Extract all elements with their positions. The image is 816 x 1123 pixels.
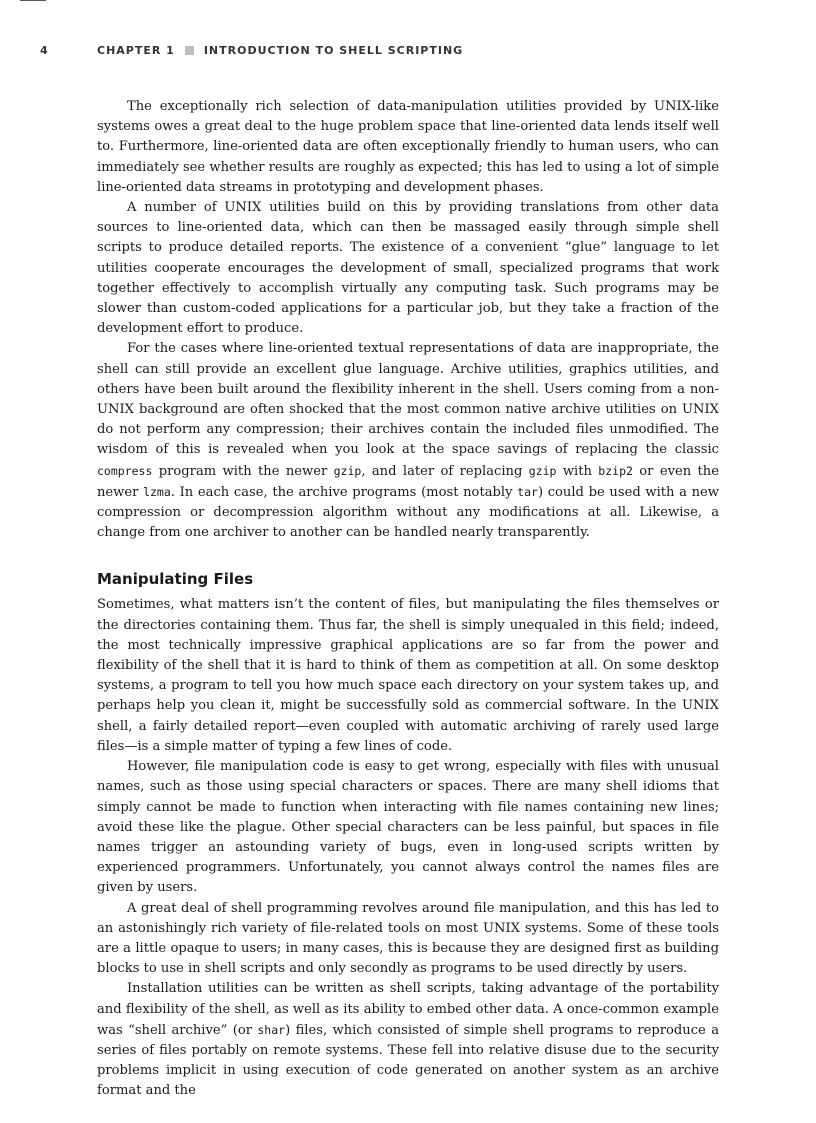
text-run: . In each case, the archive programs (most notably <box>170 484 518 500</box>
text-run: with <box>556 463 599 479</box>
text-run: program with the newer <box>152 463 334 479</box>
text-run: , and later of replacing <box>361 463 529 479</box>
inline-code: tar <box>517 484 538 499</box>
inline-code: bzip2 <box>598 463 633 478</box>
paragraph: Sometimes, what matters isn’t the content of files, but manipulating the files themselves or the directories containing them. Thus far, the shell is simply unequaled in this field; indeed, the most technically impressive graphical applications are so far from the power and flexibility of the shell that it is hard to think of them as competition at all. On some desktop systems, a program to tell you how much space each directory on your system takes up, and perhaps help you clean it, might be successfully sold as commercial software. In the UNIX shell, a fairly detailed report—even coupled with automatic archiving of rarely used large files—is a simple matter of typing a few lines of code. <box>97 597 719 754</box>
paragraph <box>97 979 719 1101</box>
paragraph: The exceptionally rich selection of data-manipulation utilities provided by UNIX-like systems owes a great deal to the huge problem space that line-oriented data lends itself well to. Furthermore, line-oriented data are often exceptionally friendly to human users, who can immediately see whether results are roughly as expected; this has led to using a lot of simple line-oriented data streams in prototyping and development phases. <box>97 99 719 195</box>
page-number: 4 <box>40 44 48 57</box>
inline-code: gzip <box>333 463 362 478</box>
inline-code: gzip <box>528 463 557 478</box>
chapter-title: INTRODUCTION TO SHELL SCRIPTING <box>203 44 464 57</box>
paragraph: However, file manipulation code is easy to get wrong, especially with files with unusual names, such as those using special characters or spaces. There are many shell idioms that simply cannot be made to function when interacting with file names containing new lines; avoid these like the plague. Other special characters can be less painful, but spaces in file names trigger an astounding variety of bugs, even in long-used scripts written by experienced programmers. Unfortunately, you cannot always control the names files are given by users. <box>97 759 719 896</box>
text-run: For the cases where line-oriented textual representations of data are inappropriate, the shell can still provide an excellent glue language. Archive utilities, graphics utilities, and others have been built around the flexibility inherent in the shell. Users coming from a non-UNIX background are often shocked that the most common native archive utilities on UNIX do not perform any compression; their archives contain the included files unmodified. The wisdom of this is revealed when you look at the space savings of replacing the classic <box>97 341 719 458</box>
chapter-label: CHAPTER 1 <box>97 44 175 57</box>
paragraph <box>97 339 719 543</box>
text-run: or even the newer <box>97 463 719 500</box>
paragraph: A number of UNIX utilities build on this by providing translations from other data sources to line-oriented data, which can then be massaged easily through simple shell scripts to produce detailed reports. The existence of a convenient “glue” language to let utilities cooperate encourages the development of small, specialized programs that work together effectively to accomplish virtually any computing task. Such programs may be slower than custom-coded applications for a particular job, but they take a fraction of the development effort to produce. <box>97 200 719 337</box>
inline-code: lzma <box>143 484 171 499</box>
section-heading: Manipulating Files <box>97 570 254 589</box>
text-run: ) files, which consisted of simple shell programs to reproduce a series of files portably on remote systems. These fell into relative disuse due to the security problems implicit in using execution of code generated on another system as an archive format and the <box>97 1022 720 1099</box>
inline-code: compress <box>97 463 153 478</box>
running-header <box>97 44 463 57</box>
inline-code: shar <box>257 1022 286 1037</box>
body-text <box>97 97 719 1102</box>
text-run: ) could be used with a new compression or decompression algorithm without any modifications at all. Likewise, a change from one archiver to another can be handled nearly transparently. <box>97 484 720 541</box>
paragraph: A great deal of shell programming revolves around file manipulation, and this has led to an astonishingly rich variety of file-related tools on most UNIX systems. Some of these tools are a little opaque to users; in many cases, this is because they are designed first as building blocks to use in shell scripts and only secondly as programs to be used directly by users. <box>97 900 719 977</box>
crop-mark <box>20 0 46 1</box>
text-run: Installation utilities can be written as shell scripts, taking advantage of the portability and flexibility of the shell, as well as its ability to embed other data. A once-common example was “shell archive” (or <box>97 981 719 1038</box>
square-separator-icon <box>185 46 194 55</box>
